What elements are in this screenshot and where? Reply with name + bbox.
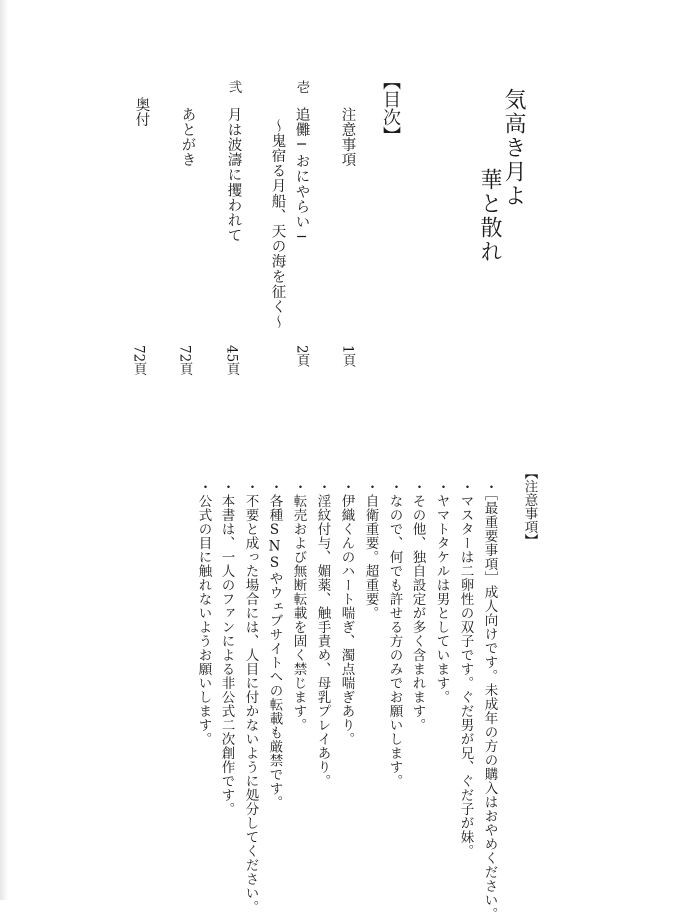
- toc-item-page: 1頁: [339, 345, 356, 368]
- toc-item-label: 注意事項: [339, 107, 356, 168]
- note-item: ・なので、何でも許せる方のみでお願いします。: [386, 480, 403, 788]
- toc-item-number: 弐: [225, 80, 242, 94]
- note-item: ・転売および無断転載を固く禁じます。: [290, 480, 307, 732]
- note-item: ・伊織くんのハート喘ぎ、濁点喘ぎあり。: [338, 480, 355, 746]
- note-item: ・不要と成った場合には、人目に付かないように処分してください。: [242, 480, 259, 914]
- toc-item-page: 72頁: [176, 345, 193, 376]
- toc-item-label: 奥付: [133, 97, 150, 128]
- toc-item-subtitle: 〜鬼宿る月船、天の海を征く〜: [269, 118, 286, 330]
- toc-item-page: 45頁: [223, 345, 240, 376]
- note-item: ・その他、独自設定が多く含まれます。: [409, 480, 426, 732]
- note-item: ・自衛重要。超重要。: [362, 480, 379, 620]
- toc-item-number: 壱: [293, 80, 310, 94]
- toc-item-label: 追儺─おにやらい─: [293, 107, 310, 246]
- title-line-1: 気高き月よ: [501, 88, 526, 208]
- note-item: ・［最重要事項］成人向けです。未成年の方の購入はおやめください。: [481, 480, 498, 921]
- toc-item-page: 72頁: [130, 345, 147, 376]
- toc-item-label: あとがき: [179, 107, 196, 168]
- note-item: ・各種SNSやウェブサイトへの転載も厳禁です。: [266, 480, 283, 810]
- title-line-2: 華と散れ: [477, 168, 502, 264]
- notes-heading: 【注意事項】: [521, 466, 538, 547]
- note-item: ・ヤマトタケルは男としています。: [433, 480, 450, 704]
- page-edge-shadow: [0, 0, 8, 900]
- note-item: ・マスターは二卵性の双子です。ぐだ男が兄、ぐだ子が妹。: [457, 480, 474, 858]
- note-item: ・公式の目に触れないようお願いします。: [195, 480, 212, 746]
- toc-item-label: 月は波濤に攫われて: [225, 107, 242, 243]
- toc-heading: 【目次】: [380, 72, 401, 144]
- note-item: ・本書は、一人のファンによる非公式二次創作です。: [218, 480, 235, 816]
- note-item: ・淫紋付与、媚薬、触手責め、母乳プレイあり。: [314, 480, 331, 788]
- toc-item-page: 2頁: [293, 345, 310, 368]
